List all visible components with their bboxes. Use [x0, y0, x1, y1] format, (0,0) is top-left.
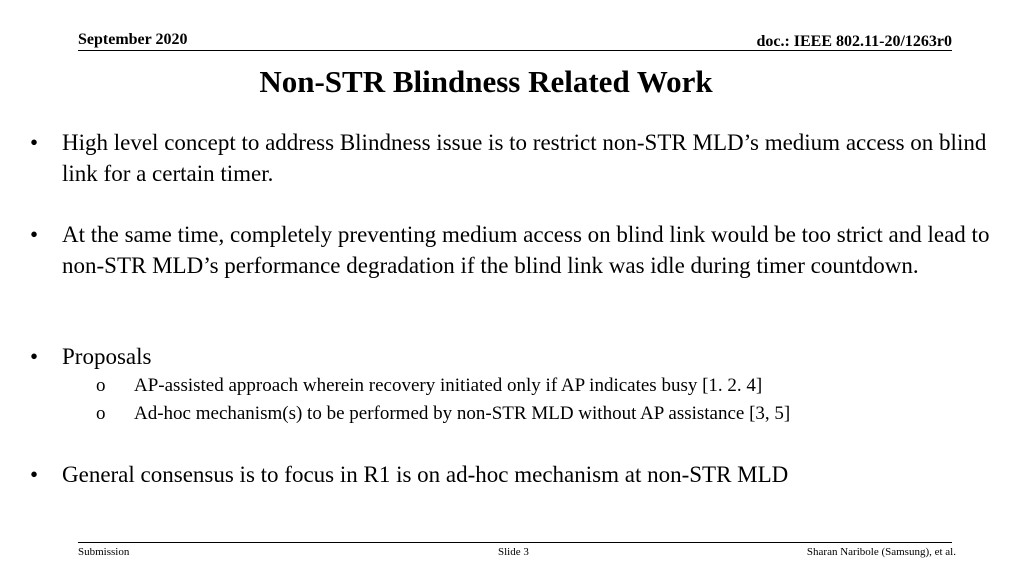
header-date: September 2020 [78, 31, 188, 48]
slide-title: Non-STR Blindness Related Work [259, 64, 713, 99]
footer-submission: Submission [78, 546, 130, 558]
bullet-text: High level concept to address Blindness issue is to restrict non-STR MLD’s medium access on blind link for a certain timer. [62, 130, 987, 186]
sub-bullet-item [96, 400, 976, 428]
footer-slide-number: Slide 3 [498, 546, 529, 558]
bullet-marker: • [30, 344, 39, 369]
bullet-marker: • [30, 462, 39, 487]
sub-bullet-marker: o [96, 375, 106, 396]
header-divider [78, 50, 952, 51]
bullet-text: At the same time, completely preventing medium access on blind link would be too strict and lead to non-STR MLD’s performance degradation if the blind link was idle during timer countdown. [62, 222, 990, 278]
bullet-text: Proposals [62, 344, 152, 369]
sub-bullet-text: AP-assisted approach wherein recovery initiated only if AP indicates busy [1. 2. 4] [134, 375, 763, 396]
bullet-item [30, 219, 990, 281]
bullet-item [30, 459, 990, 490]
bullet-item [30, 341, 990, 372]
sub-bullet-marker: o [96, 403, 106, 424]
sub-bullet-text: Ad-hoc mechanism(s) to be performed by non-STR MLD without AP assistance [3, 5] [134, 403, 791, 424]
bullet-marker: • [30, 130, 39, 155]
sub-bullet-item [96, 372, 976, 400]
bullet-marker: • [30, 222, 39, 247]
footer-authors: Sharan Naribole (Samsung), et al. [806, 546, 956, 558]
footer-divider [78, 542, 952, 543]
header-doc-id: doc.: IEEE 802.11-20/1263r0 [756, 33, 952, 50]
bullet-item [30, 127, 990, 189]
bullet-text: General consensus is to focus in R1 is on ad-hoc mechanism at non-STR MLD [62, 462, 789, 487]
